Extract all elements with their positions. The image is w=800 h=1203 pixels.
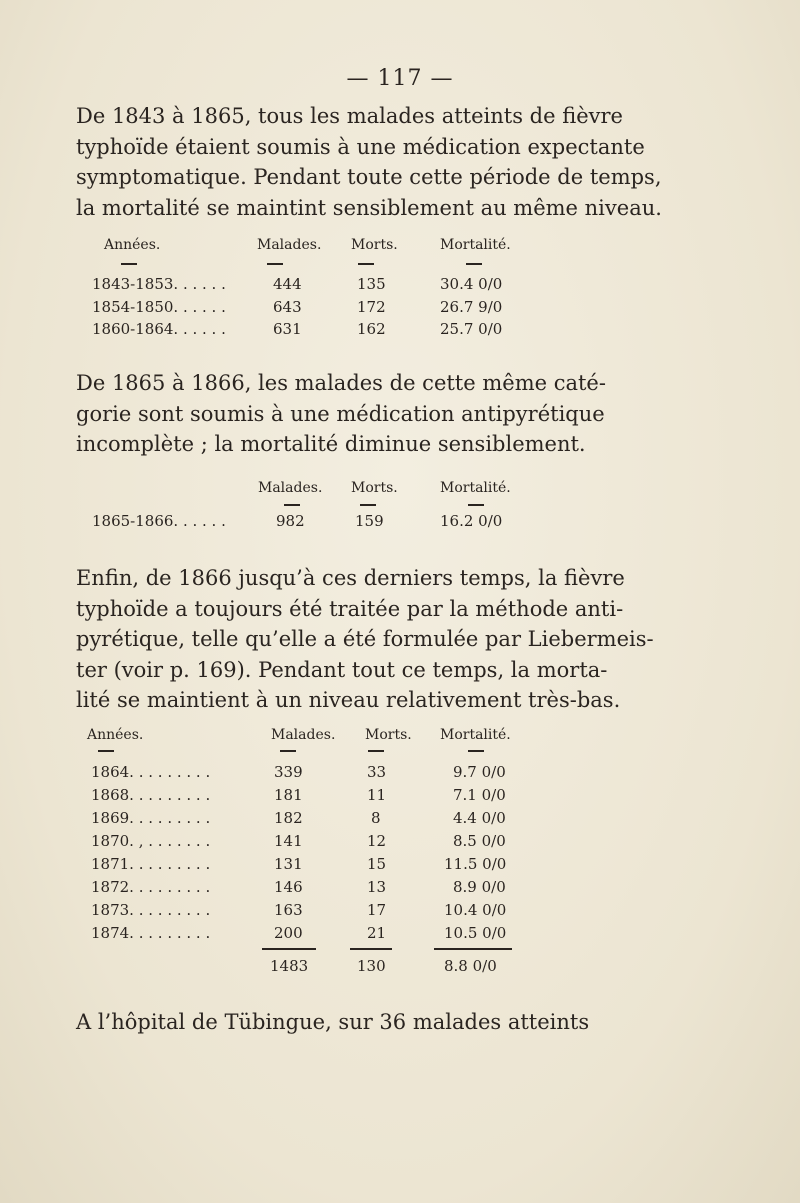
header-dash [368,750,384,752]
column-header-morts: Morts. [351,480,398,496]
cell-year: 1864. . . . . . . . . [91,763,211,781]
column-header-annees: Années. [87,727,144,743]
cell-morts: 159 [355,512,384,530]
text-line: De 1865 à 1866, les malades de cette même caté- [76,371,606,395]
cell-mortalite: 7.1 0/0 [453,786,506,804]
cell-mortalite: 8.5 0/0 [453,832,506,850]
cell-malades: 181 [274,786,303,804]
text-line: gorie sont soumis à une médication antipyrétique [76,401,605,426]
total-morts: 130 [357,957,386,975]
cell-malades: 131 [274,855,303,873]
cell-year: 1873. . . . . . . . . [91,901,211,919]
text-line: Enfin, de 1866 jusqu’à ces derniers temps, la fièvre [76,566,625,590]
cell-morts: 172 [357,298,386,316]
header-dash [468,504,484,506]
header-dash [98,750,114,752]
cell-mortalite: 16.2 0/0 [440,512,503,530]
text-line: ter (voir p. 169). Pendant tout ce temps, la morta- [76,657,608,682]
cell-mortalite: 26.7 9/0 [440,298,503,316]
column-header-mortalite: Mortalité. [440,727,511,743]
cell-year: 1868. . . . . . . . . [91,786,211,804]
cell-morts: 17 [367,901,387,919]
column-header-mortalite: Mortalité. [440,480,511,496]
cell-morts: 11 [367,786,387,804]
column-header-morts: Morts. [351,237,398,253]
cell-morts: 15 [367,855,387,873]
total-mortalite: 8.8 0/0 [444,957,497,975]
cell-mortalite: 4.4 0/0 [453,809,506,827]
cell-morts: 21 [367,924,387,942]
cell-year: 1872. . . . . . . . . [91,878,211,896]
header-dash [121,263,137,265]
cell-year: 1871. . . . . . . . . [91,855,211,873]
page-number: — 117 — [346,66,454,91]
text-line: typhoïde étaient soumis à une médication expectante [76,134,645,159]
cell-year: 1874. . . . . . . . . [91,924,211,942]
cell-year: 1843-1853. . . . . . [92,275,226,293]
sum-rule [350,948,392,950]
cell-morts: 33 [367,763,387,781]
cell-year: 1854-1850. . . . . . [92,298,226,316]
cell-mortalite: 10.4 0/0 [444,901,507,919]
paragraph-2 [76,368,606,460]
text-line: A l’hôpital de Tübingue, sur 36 malades atteints [76,1010,590,1034]
text-line: symptomatique. Pendant toute cette période de temps, [76,165,662,189]
text-line: pyrétique, telle qu’elle a été formulée par Liebermeis- [76,627,654,651]
cell-mortalite: 30.4 0/0 [440,275,503,293]
text-line: typhoïde a toujours été traitée par la méthode anti- [76,596,624,621]
cell-year: 1865-1866. . . . . . [92,512,226,530]
header-dash [468,750,484,752]
cell-morts: 13 [367,878,387,896]
header-dash [466,263,482,265]
column-header-malades: Malades. [258,480,323,496]
column-header-morts: Morts. [365,727,412,743]
sum-rule [434,948,512,950]
total-malades: 1483 [270,957,309,975]
cell-malades: 643 [273,298,302,316]
cell-malades: 182 [274,809,303,827]
cell-year: 1870. , . . . . . . . [91,832,211,850]
cell-malades: 631 [273,320,302,338]
paragraph-3 [76,563,654,716]
text-line: la mortalité se maintint sensiblement au même niveau. [76,195,662,220]
cell-morts: 8 [371,809,381,827]
cell-malades: 982 [276,512,305,530]
header-dash [284,504,300,506]
cell-morts: 12 [367,832,387,850]
header-dash [358,263,374,265]
cell-mortalite: 11.5 0/0 [444,855,507,873]
cell-malades: 339 [274,763,303,781]
column-header-malades: Malades. [271,727,336,743]
cell-malades: 200 [274,924,303,942]
cell-malades: 141 [274,832,303,850]
cell-malades: 146 [274,878,303,896]
sum-rule [262,948,316,950]
header-dash [267,263,283,265]
cell-mortalite: 8.9 0/0 [453,878,506,896]
cell-mortalite: 10.5 0/0 [444,924,507,942]
text-line: incomplète ; la mortalité diminue sensiblement. [76,432,586,456]
cell-year: 1869. . . . . . . . . [91,809,211,827]
text-line: De 1843 à 1865, tous les malades atteints de fièvre [76,104,623,128]
text-line: lité se maintient à un niveau relativement très-bas. [76,688,621,712]
cell-year: 1860-1864. . . . . . [92,320,226,338]
column-header-malades: Malades. [257,237,322,253]
column-header-annees: Années. [104,237,161,253]
cell-morts: 162 [357,320,386,338]
cell-mortalite: 9.7 0/0 [453,763,506,781]
column-header-mortalite: Mortalité. [440,237,511,253]
cell-malades: 444 [273,275,302,293]
paragraph-4 [76,1007,590,1038]
cell-morts: 135 [357,275,386,293]
cell-mortalite: 25.7 0/0 [440,320,503,338]
paragraph-1 [76,101,662,223]
header-dash [360,504,376,506]
cell-malades: 163 [274,901,303,919]
header-dash [280,750,296,752]
